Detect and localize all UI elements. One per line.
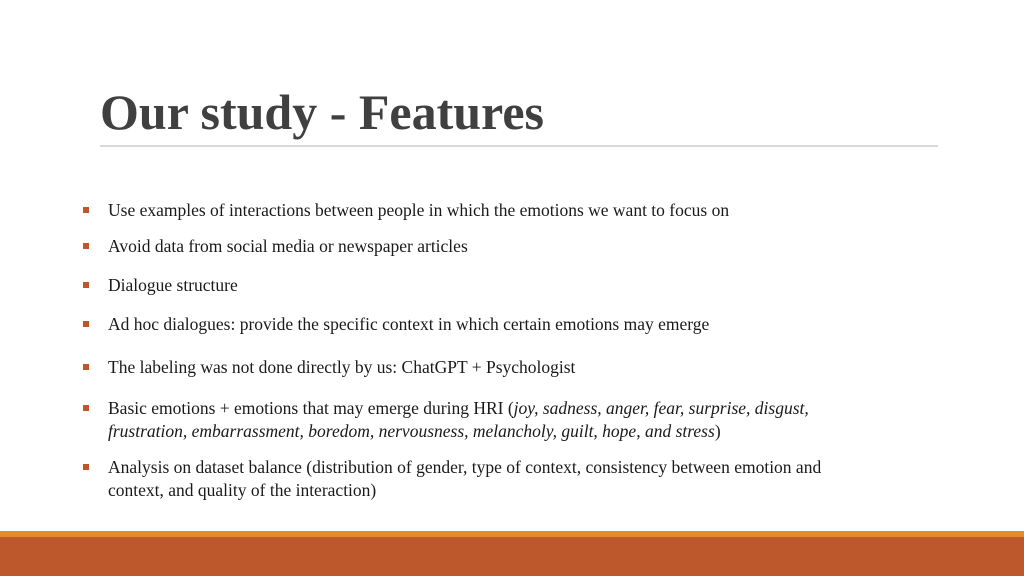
square-bullet-icon: [83, 207, 89, 213]
bullet-text: Avoid data from social media or newspaper articles: [108, 236, 468, 256]
square-bullet-icon: [83, 243, 89, 249]
square-bullet-icon: [83, 282, 89, 288]
slide-title: Our study - Features: [100, 84, 544, 140]
bullet-item: [83, 274, 903, 297]
square-bullet-icon: [83, 405, 89, 411]
bullet-text: [108, 397, 883, 443]
bullet-item: [83, 397, 883, 443]
bullet-text: Analysis on dataset balance (distribution of gender, type of context, consistency between emotion and context, and quality of the interaction): [108, 457, 822, 500]
title-divider: [100, 145, 938, 147]
bullet-item: [83, 313, 903, 336]
bullet-text-close: ): [714, 421, 721, 441]
bullet-item: [83, 199, 903, 222]
bullet-text: Dialogue structure: [108, 275, 238, 295]
footer-band: [0, 537, 1024, 576]
bullet-text: The labeling was not done directly by us: ChatGPT + Psychologist: [108, 357, 576, 377]
bullet-item: [83, 456, 873, 502]
bullet-item: [83, 235, 903, 258]
emotion-list: joy, sadness, anger, fear, surprise, disgust, frustration, embarrassment, boredom, nervousness, melancholy, guilt, hope, and stress: [108, 398, 809, 441]
square-bullet-icon: [83, 464, 89, 470]
square-bullet-icon: [83, 321, 89, 327]
bullet-text: Use examples of interactions between people in which the emotions we want to focus on: [108, 200, 730, 220]
bullet-item: [83, 356, 903, 379]
bullet-text-plain: Basic emotions + emotions that may emerge during HRI (: [108, 398, 514, 418]
bullet-text: Ad hoc dialogues: provide the specific context in which certain emotions may emerge: [108, 314, 710, 334]
square-bullet-icon: [83, 364, 89, 370]
